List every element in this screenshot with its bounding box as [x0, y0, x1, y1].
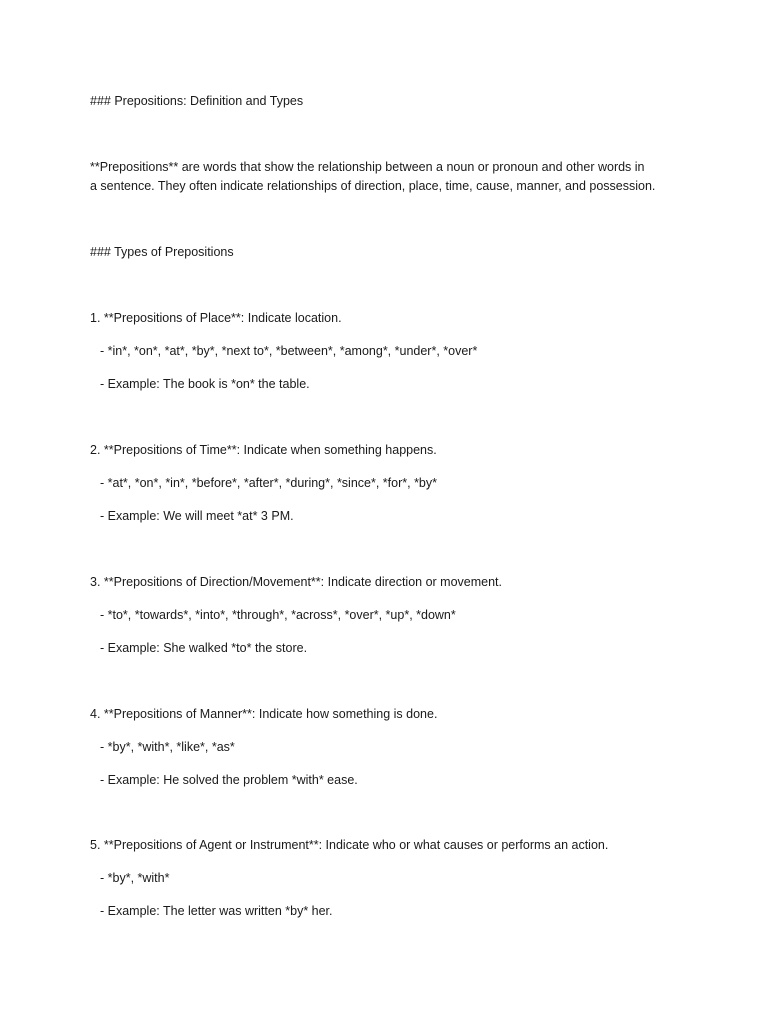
intro-line-2: a sentence. They often indicate relationships of direction, place, time, cause, manner, and possession.	[90, 179, 656, 193]
section-4-list: - *by*, *with*, *like*, *as*	[100, 740, 235, 754]
section-3-title: 3. **Prepositions of Direction/Movement**: Indicate direction or movement.	[90, 575, 502, 589]
section-4-example: - Example: He solved the problem *with* ease.	[100, 773, 358, 787]
section-4-title: 4. **Prepositions of Manner**: Indicate how something is done.	[90, 707, 438, 721]
page-heading: ### Prepositions: Definition and Types	[90, 94, 304, 108]
section-5-title: 5. **Prepositions of Agent or Instrument**: Indicate who or what causes or performs an action.	[90, 838, 609, 852]
section-2-list: - *at*, *on*, *in*, *before*, *after*, *during*, *since*, *for*, *by*	[100, 476, 437, 490]
section-5-list: - *by*, *with*	[100, 871, 170, 885]
section-3-list: - *to*, *towards*, *into*, *through*, *across*, *over*, *up*, *down*	[100, 608, 456, 622]
intro-line-1: **Prepositions** are words that show the relationship between a noun or pronoun and other words in	[90, 160, 645, 174]
section-1-list: - *in*, *on*, *at*, *by*, *next to*, *between*, *among*, *under*, *over*	[100, 344, 478, 358]
section-2-example: - Example: We will meet *at* 3 PM.	[100, 509, 294, 523]
section-5-example: - Example: The letter was written *by* her.	[100, 904, 333, 918]
section-2-title: 2. **Prepositions of Time**: Indicate when something happens.	[90, 443, 437, 457]
section-1-title: 1. **Prepositions of Place**: Indicate location.	[90, 311, 342, 325]
section-1-example: - Example: The book is *on* the table.	[100, 377, 310, 391]
section-3-example: - Example: She walked *to* the store.	[100, 641, 308, 655]
section-heading: ### Types of Prepositions	[90, 245, 234, 259]
